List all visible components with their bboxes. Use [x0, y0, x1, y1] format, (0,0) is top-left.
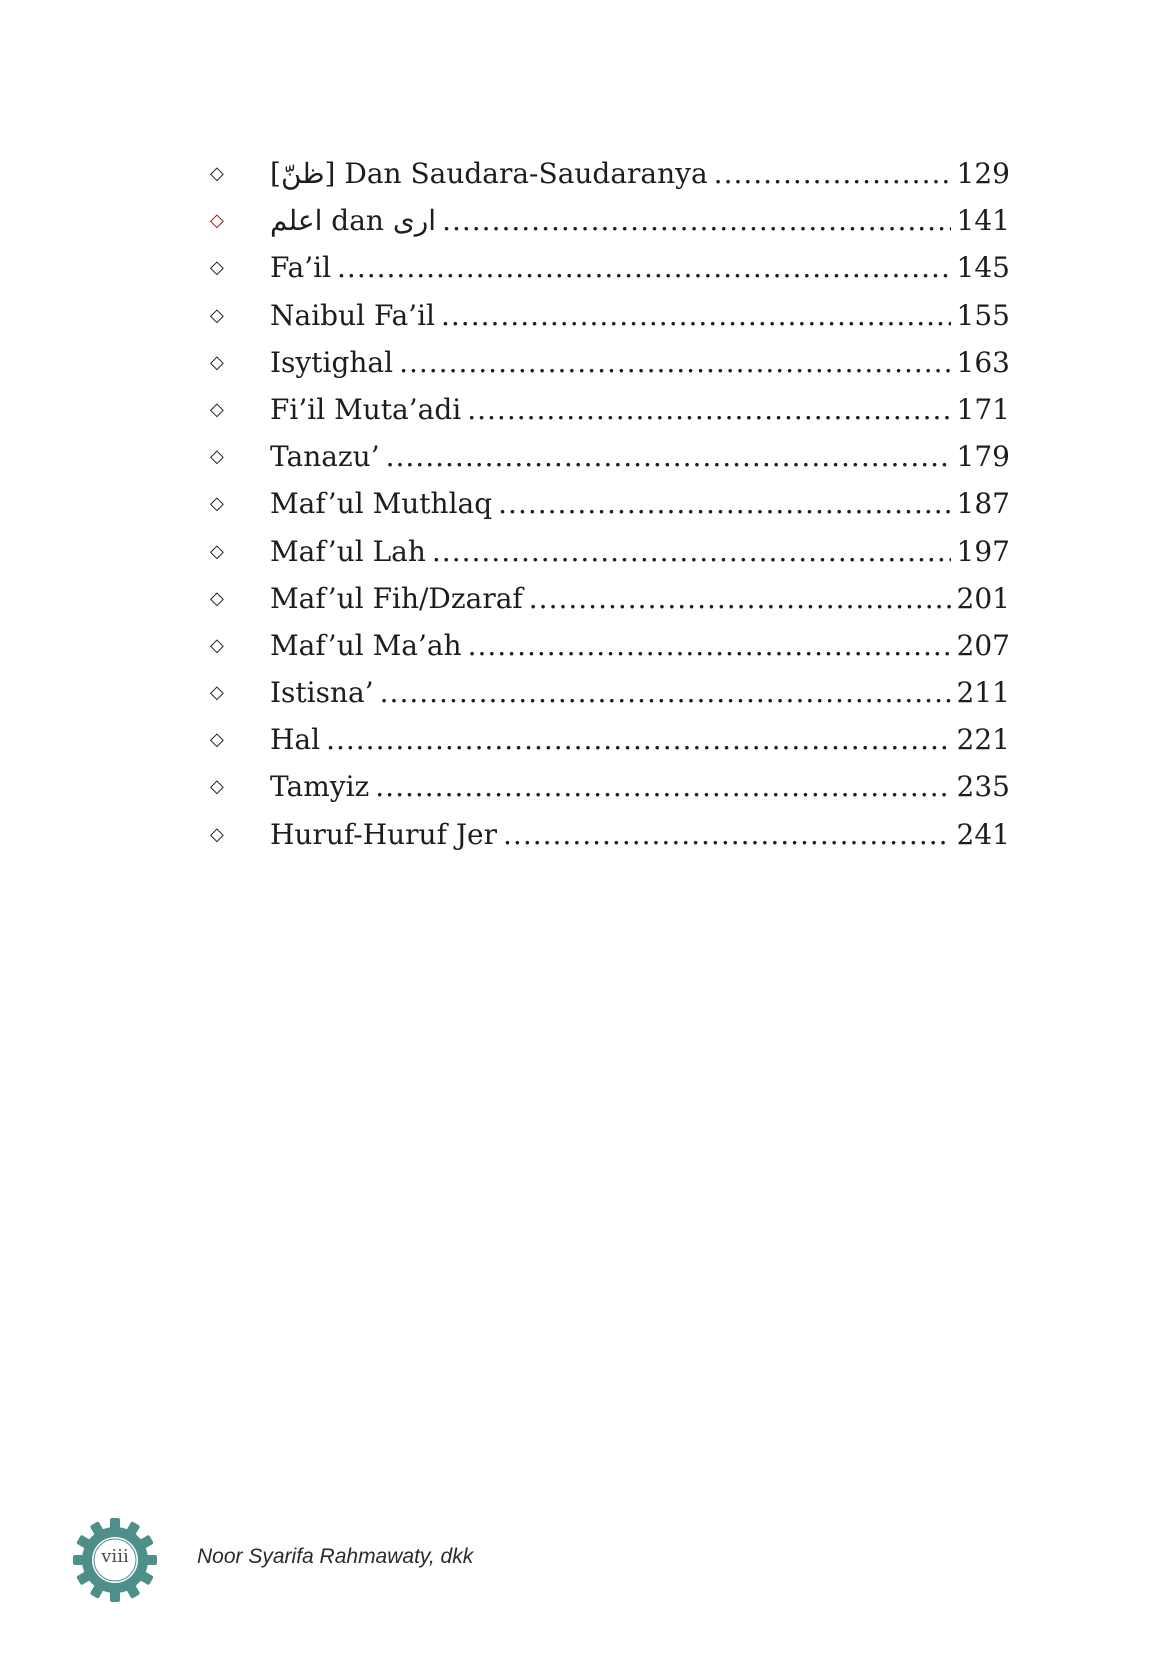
toc-entry[interactable]	[210, 811, 1010, 858]
toc-entry-title: Tanazu’	[270, 440, 380, 474]
diamond-bullet-icon: ◇	[210, 304, 224, 326]
dot-leader	[498, 480, 950, 527]
toc-entry-page: 201	[956, 581, 1010, 615]
toc-entry-title: Maf’ul Lah	[270, 534, 426, 568]
toc-entry-title: Tamyiz	[270, 770, 370, 804]
toc-entry[interactable]	[210, 575, 1010, 622]
toc-entry[interactable]	[210, 622, 1010, 669]
toc-entry-page: 145	[956, 251, 1010, 285]
toc-entry-page: 171	[956, 392, 1010, 426]
diamond-bullet-icon: ◇	[210, 823, 224, 845]
toc-entry[interactable]	[210, 669, 1010, 716]
toc-entry-page: 235	[956, 770, 1010, 804]
diamond-bullet-icon: ◇	[210, 163, 224, 184]
diamond-bullet-icon: ◇	[210, 257, 224, 279]
dot-leader	[337, 244, 951, 291]
toc-entry-page: 211	[956, 676, 1010, 710]
toc-entry-page: 163	[956, 345, 1010, 379]
toc-entry-title: اعلم dan ارى	[270, 204, 437, 238]
dot-leader	[442, 197, 950, 244]
toc-entry[interactable]	[210, 150, 1010, 197]
toc-entry[interactable]	[210, 480, 1010, 527]
diamond-bullet-icon: ◇	[210, 540, 224, 562]
toc-entry-page: 155	[956, 298, 1010, 332]
page-footer	[70, 1515, 870, 1605]
dot-leader	[468, 622, 951, 669]
toc-entry[interactable]	[210, 244, 1010, 291]
dot-leader	[503, 811, 951, 858]
toc-entry-title: Istisna’	[270, 676, 374, 710]
diamond-bullet-icon: ◇	[210, 398, 224, 420]
toc-entry-page: 221	[956, 723, 1010, 757]
toc-entry[interactable]	[210, 292, 1010, 339]
toc-entry-page: 141	[956, 204, 1010, 238]
dot-leader	[326, 716, 950, 763]
toc-entry-title: Hal	[270, 723, 321, 757]
toc-entry-title: Isytighal	[270, 345, 394, 379]
page-number-badge	[70, 1515, 160, 1605]
toc-entry-title: Maf’ul Muthlaq	[270, 487, 493, 521]
diamond-bullet-icon: ◇	[210, 682, 224, 704]
toc-entry[interactable]	[210, 339, 1010, 386]
toc-entry-page: 207	[956, 628, 1010, 662]
toc-entry-page: 187	[956, 487, 1010, 521]
toc-entry-page: 197	[956, 534, 1010, 568]
toc-entry[interactable]	[210, 763, 1010, 810]
toc-entry[interactable]	[210, 386, 1010, 433]
dot-leader	[467, 386, 950, 433]
toc-entry[interactable]	[210, 433, 1010, 480]
dot-leader	[441, 292, 951, 339]
dot-leader	[529, 575, 951, 622]
diamond-bullet-icon: ◇	[210, 351, 224, 373]
toc-entry[interactable]	[210, 716, 1010, 763]
diamond-bullet-icon: ◇	[210, 446, 224, 468]
dot-leader	[432, 528, 951, 575]
author-name: Noor Syarifa Rahmawaty, dkk	[197, 1545, 474, 1568]
dot-leader	[375, 763, 950, 810]
toc-entry-page: 179	[956, 440, 1010, 474]
toc-entry-title: Fi’il Muta’adi	[270, 392, 462, 426]
dot-leader	[714, 150, 951, 197]
toc-entry[interactable]	[210, 197, 1010, 244]
diamond-bullet-icon: ◇	[210, 587, 224, 609]
table-of-contents	[210, 150, 1010, 858]
diamond-bullet-icon: ◇	[210, 493, 224, 515]
toc-entry-title: Maf’ul Ma’ah	[270, 628, 462, 662]
toc-entry-page: 129	[956, 157, 1010, 190]
page-number: viii	[101, 1546, 129, 1567]
toc-entry-title: Naibul Fa’il	[270, 298, 435, 332]
toc-entry-title: Huruf-Huruf Jer	[270, 817, 498, 851]
dot-leader	[386, 433, 951, 480]
toc-entry[interactable]	[210, 528, 1010, 575]
diamond-bullet-icon: ◇	[210, 634, 224, 656]
toc-entry-title: Maf’ul Fih/Dzaraf	[270, 581, 523, 615]
toc-entry-title: [ظنّ] Dan Saudara-Saudaranya	[270, 157, 708, 190]
dot-leader	[380, 669, 951, 716]
diamond-bullet-icon: ◇	[210, 776, 224, 798]
toc-entry-title: Fa’il	[270, 251, 332, 285]
dot-leader	[399, 339, 950, 386]
toc-entry-page: 241	[956, 817, 1010, 851]
diamond-bullet-icon: ◇	[210, 729, 224, 751]
diamond-bullet-icon: ◇	[210, 210, 224, 232]
